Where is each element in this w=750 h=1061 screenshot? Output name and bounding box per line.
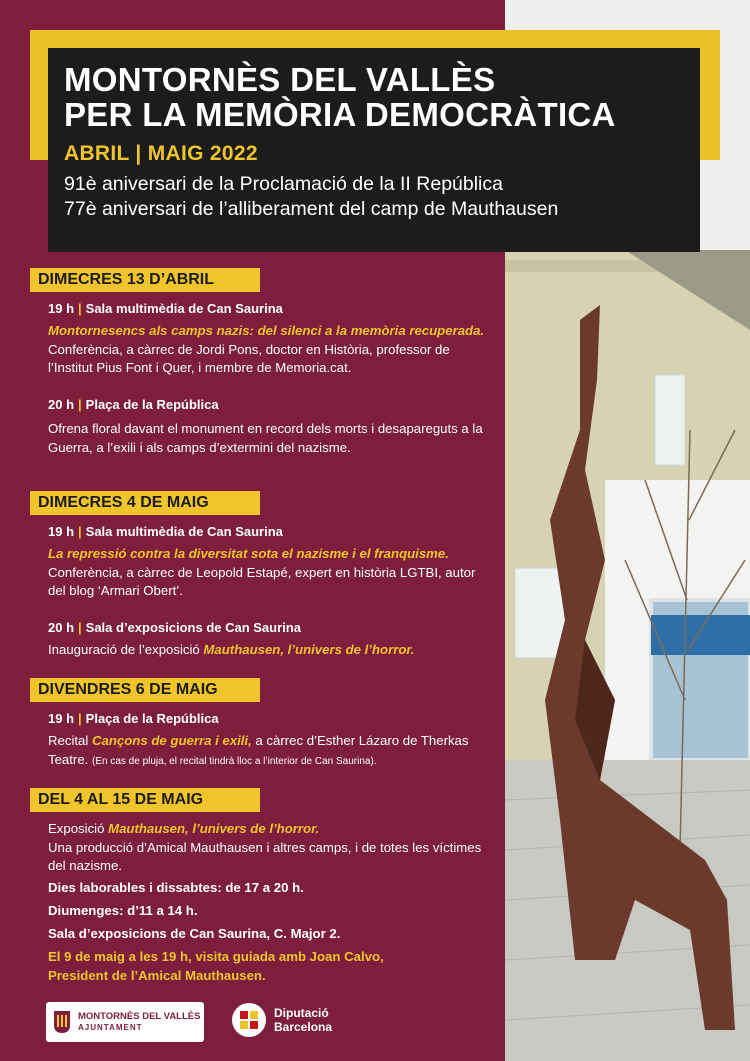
separator: |	[78, 620, 82, 635]
title-line-2: PER LA MEMÒRIA DEMOCRÀTICA	[64, 96, 616, 133]
event-time: 19 h	[48, 301, 75, 316]
event-details: Una producció d’Amical Mauthausen i altres camps, i de totes les víctimes del nazisme.	[48, 839, 482, 873]
exhibition-info	[48, 820, 496, 876]
event-title: Mauthausen, l’univers de l’horror.	[203, 642, 415, 657]
event-title: Mauthausen, l’univers de l’horror.	[108, 821, 320, 836]
event-place: Sala multimèdia de Can Saurina	[85, 301, 283, 316]
event-place: Plaça de la República	[85, 397, 219, 412]
event-slot	[48, 397, 219, 412]
title-line-1: MONTORNÈS DEL VALLÈS	[64, 61, 496, 98]
subtitle	[64, 172, 684, 222]
separator: |	[78, 301, 82, 316]
day-label: DIVENDRES 6 DE MAIG	[30, 678, 260, 702]
ajuntament-logo[interactable]	[46, 1002, 204, 1042]
venue-address: Sala d’exposicions de Can Saurina, C. Major 2.	[48, 926, 341, 941]
event-description	[48, 545, 496, 601]
ajuntament-name: MONTORNÈS DEL VALLÈS	[78, 1011, 201, 1022]
opening-hours: Dies laborables i dissabtes: de 17 a 20 h.	[48, 880, 304, 895]
event-title: Montornesencs als camps nazis: del silenci a la memòria recuperada.	[48, 323, 485, 338]
event-place: Plaça de la República	[85, 711, 219, 726]
event-description	[48, 641, 496, 660]
event-details: a càrrec d’Esther Lázaro de Therkas Teatre.	[48, 733, 469, 767]
coat-of-arms-icon	[54, 1011, 70, 1033]
event-place: Sala multimèdia de Can Saurina	[85, 524, 283, 539]
ajuntament-sub: AJUNTAMENT	[78, 1023, 143, 1032]
page-title	[64, 62, 684, 132]
separator: |	[78, 397, 82, 412]
event-description	[48, 732, 496, 771]
event-time: 19 h	[48, 711, 75, 726]
day-label: DIMECRES 4 DE MAIG	[30, 491, 260, 515]
event-details: Conferència, a càrrec de Jordi Pons, doctor en Història, professor de l’Institut Pius Font i Quer, i membre de Memoria.cat.	[48, 341, 450, 375]
diputacio-emblem-icon	[232, 1003, 266, 1037]
event-time: 20 h	[48, 620, 75, 635]
diputacio-text	[274, 1006, 332, 1034]
diputacio-line-1: Diputació	[274, 1006, 329, 1020]
event-place: Sala d’exposicions de Can Saurina	[85, 620, 301, 635]
event-slot	[48, 301, 283, 316]
subtitle-line-2: 77è aniversari de l’alliberament del camp de Mauthausen	[64, 198, 559, 220]
event-details: Exposició	[48, 821, 109, 836]
date-range: ABRIL | MAIG 2022	[64, 142, 258, 165]
subtitle-line-1: 91è aniversari de la Proclamació de la II República	[64, 173, 503, 195]
header	[48, 48, 700, 252]
event-note: (En cas de pluja, el recital tindrà lloc a l’interior de Can Saurina).	[91, 755, 377, 767]
event-description: Ofrena floral davant el monument en record dels morts i desapareguts a la Guerra, a l’exili i als camps d’extermini del nazisme.	[48, 421, 483, 455]
opening-hours: Diumenges: d’11 a 14 h.	[48, 903, 198, 918]
separator: |	[78, 711, 82, 726]
day-label: DIMECRES 13 D’ABRIL	[30, 268, 260, 292]
guided-visit: El 9 de maig a les 19 h, visita guiada amb Joan Calvo, President de l’Amical Mauthausen.	[48, 949, 384, 983]
event-details: Conferència, a càrrec de Leopold Estapé, expert en història LGTBI, autor del blog ‘Armari Obert’.	[48, 564, 476, 598]
event-description	[48, 322, 496, 378]
event-slot	[48, 711, 219, 726]
diputacio-logo[interactable]	[232, 1003, 332, 1037]
ajuntament-text	[70, 1011, 200, 1033]
event-details: Recital	[48, 733, 92, 748]
day-label: DEL 4 AL 15 DE MAIG	[30, 788, 260, 812]
event-time: 20 h	[48, 397, 75, 412]
event-time: 19 h	[48, 524, 75, 539]
event-slot	[48, 620, 301, 635]
event-details: Inauguració de l’exposició	[48, 642, 204, 657]
diputacio-line-2: Barcelona	[274, 1020, 333, 1034]
event-slot	[48, 524, 283, 539]
separator: |	[78, 524, 82, 539]
event-title: Cançons de guerra i exili,	[91, 733, 252, 748]
event-title: La repressió contra la diversitat sota el nazisme i el franquisme.	[48, 546, 449, 561]
